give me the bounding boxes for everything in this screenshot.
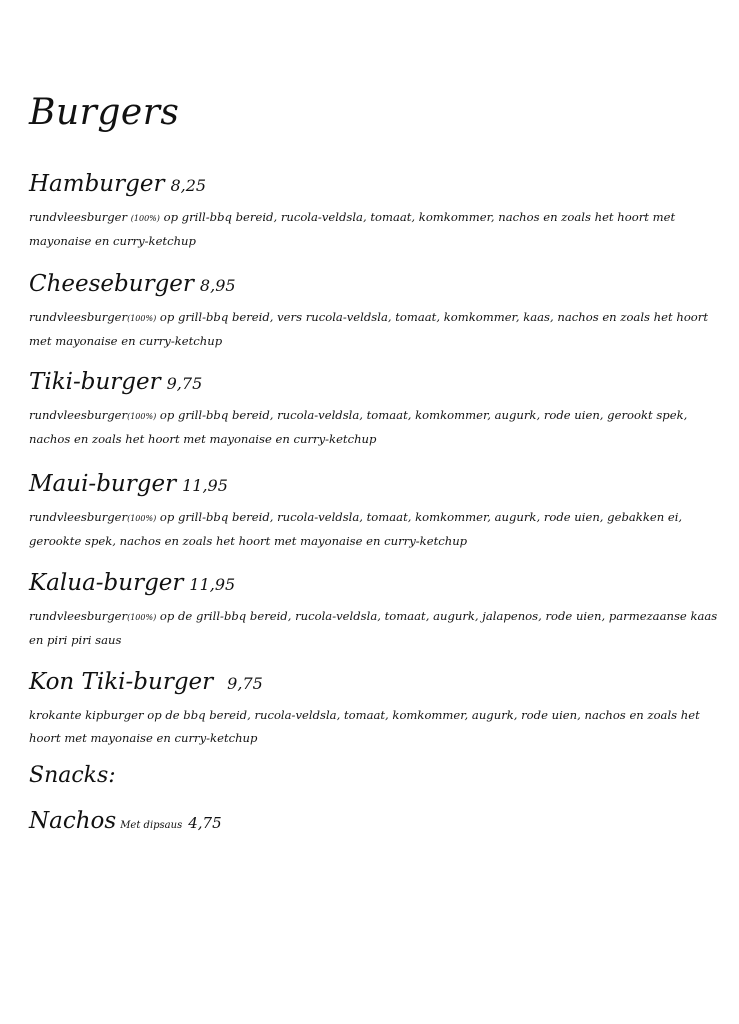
item-header bbox=[29, 170, 729, 200]
item-name: Kalua-burger bbox=[29, 570, 184, 596]
desc-percentage: (100%) bbox=[127, 514, 157, 523]
item-name: Cheeseburger bbox=[29, 271, 194, 297]
item-header bbox=[29, 668, 729, 698]
desc-text: op grill-bbq bereid, rucola-veldsla, tomaat, komkommer, augurk, rode uien, gebakken ei, gerookte spek, nachos en zoals het hoort met mayonaise en curry-ketchup bbox=[29, 510, 683, 548]
item-name: Maui-burger bbox=[29, 471, 177, 497]
menu-item-kon-tiki-burger bbox=[29, 668, 729, 750]
menu-item-tiki-burger bbox=[29, 368, 729, 451]
desc-text: op grill-bbq bereid, rucola-veldsla, tomaat, komkommer, augurk, rode uien, gerookt spek, nachos en zoals het hoort met mayonaise en curry-ketchup bbox=[29, 408, 688, 446]
item-description bbox=[29, 206, 729, 253]
desc-text: rundvleesburger bbox=[29, 408, 128, 422]
item-description bbox=[29, 605, 729, 652]
item-description bbox=[29, 506, 729, 553]
snacks-section-title: Snacks: bbox=[29, 763, 116, 788]
item-header bbox=[29, 368, 729, 398]
item-header bbox=[29, 569, 729, 599]
item-name: Tiki-burger bbox=[29, 369, 161, 395]
item-description bbox=[29, 704, 729, 750]
item-description bbox=[29, 404, 729, 451]
item-name: Hamburger bbox=[29, 171, 165, 197]
menu-item-kalua-burger bbox=[29, 569, 729, 652]
desc-percentage: (100%) bbox=[127, 412, 157, 421]
snack-item-nachos bbox=[29, 808, 222, 834]
item-price: 9,75 bbox=[227, 674, 263, 693]
item-header bbox=[29, 270, 729, 300]
snack-note: Met dipsaus bbox=[120, 820, 183, 831]
desc-percentage: (100%) bbox=[127, 314, 157, 323]
desc-text: rundvleesburger bbox=[29, 310, 128, 324]
item-name: Kon Tiki-burger bbox=[29, 669, 214, 695]
desc-text: rundvleesburger bbox=[29, 510, 128, 524]
desc-percentage: (100%) bbox=[127, 613, 157, 622]
desc-percentage: (100%) bbox=[130, 214, 160, 223]
snack-price: 4,75 bbox=[188, 814, 222, 832]
item-price: 8,95 bbox=[199, 276, 236, 295]
menu-item-maui-burger bbox=[29, 470, 729, 553]
item-description bbox=[29, 306, 729, 353]
desc-text: op grill-bbq bereid, rucola-veldsla, tomaat, komkommer, nachos en zoals het hoort met mayonaise en curry-ketchup bbox=[29, 210, 676, 248]
desc-text: krokante kipburger op de bbq bereid, rucola-veldsla, tomaat, komkommer, augurk, rode uien, nachos en zoals het hoort met mayonaise en curry-ketchup bbox=[29, 708, 700, 745]
page-title: Burgers bbox=[29, 92, 180, 133]
snack-name: Nachos bbox=[29, 808, 117, 834]
desc-text: op de grill-bbq bereid, rucola-veldsla, tomaat, augurk, jalapenos, rode uien, parmezaanse kaas en piri piri saus bbox=[29, 609, 718, 647]
menu-item-cheeseburger bbox=[29, 270, 729, 353]
desc-text: op grill-bbq bereid, vers rucola-veldsla, tomaat, komkommer, kaas, nachos en zoals het hoort met mayonaise en curry-ketchup bbox=[29, 310, 708, 348]
item-price: 9,75 bbox=[166, 374, 203, 393]
item-price: 8,25 bbox=[170, 176, 207, 195]
item-header bbox=[29, 470, 729, 500]
desc-text: rundvleesburger bbox=[29, 210, 131, 224]
menu-item-hamburger bbox=[29, 170, 729, 253]
item-price: 11,95 bbox=[189, 575, 236, 594]
desc-text: rundvleesburger bbox=[29, 609, 128, 623]
item-price: 11,95 bbox=[182, 476, 228, 495]
